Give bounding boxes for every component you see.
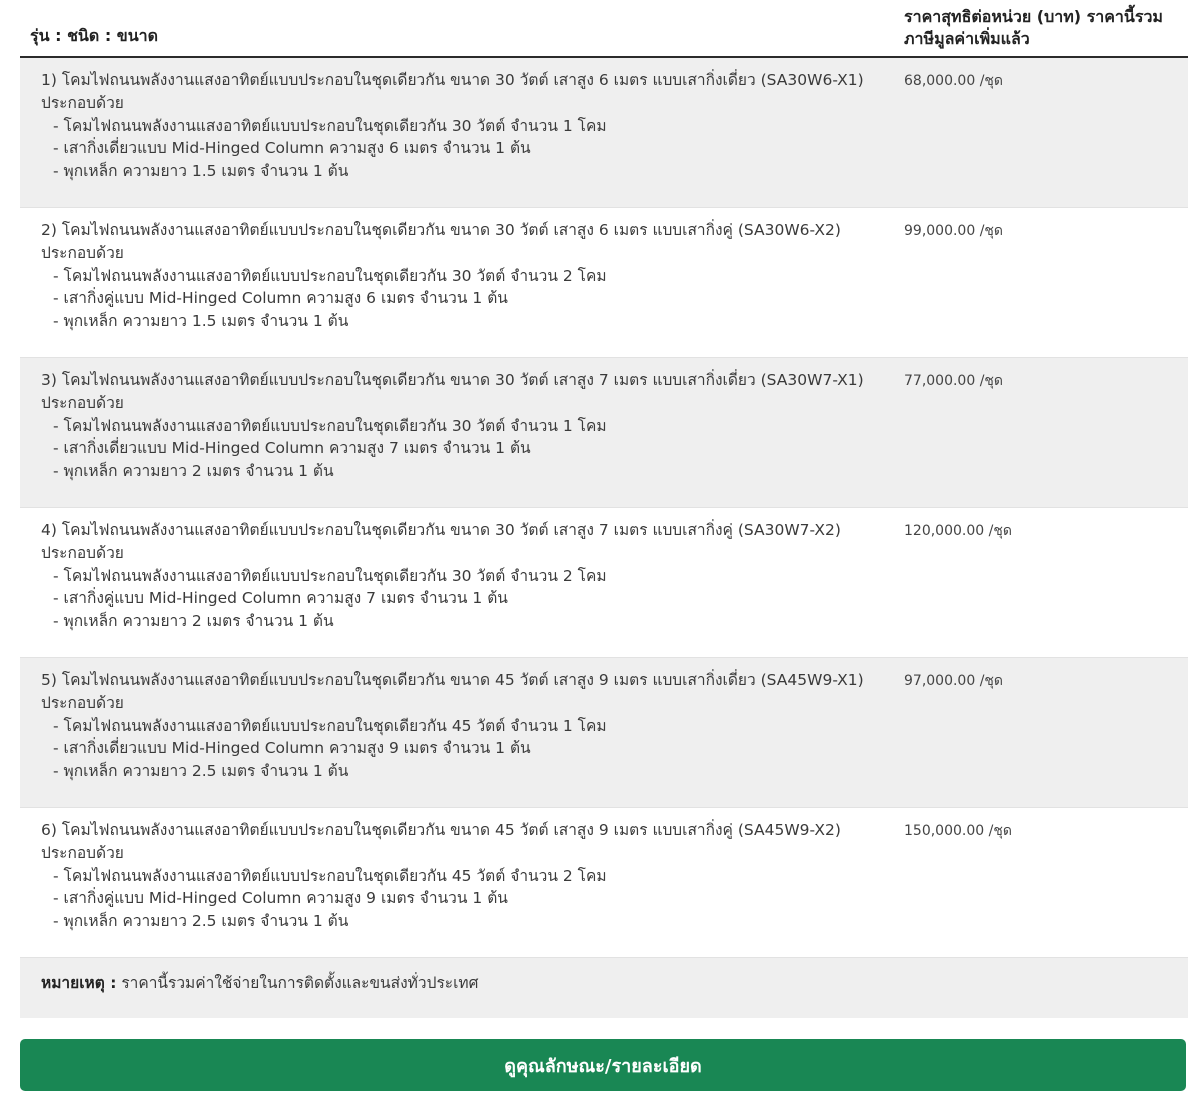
- table-row: [20, 358, 1188, 508]
- product-component: - โคมไฟถนนพลังงานแสงอาทิตย์แบบประกอบในชุดเดียวกัน 30 วัตต์ จำนวน 2 โคม: [53, 566, 607, 585]
- product-intro: ประกอบด้วย: [41, 243, 124, 262]
- product-component: - เสากิ่งเดี่ยวแบบ Mid-Hinged Column ความสูง 7 เมตร จำนวน 1 ต้น: [53, 439, 531, 458]
- product-intro: ประกอบด้วย: [41, 693, 124, 712]
- product-component: - พุกเหล็ก ความยาว 2 เมตร จำนวน 1 ต้น: [53, 612, 334, 631]
- price-column-header: ราคาสุทธิต่อหน่วย (บาท) ราคานี้รวมภาษีมูลค่าเพิ่มแล้ว: [904, 7, 1163, 48]
- product-component: - เสากิ่งคู่แบบ Mid-Hinged Column ความสูง 7 เมตร จำนวน 1 ต้น: [53, 589, 508, 608]
- table-row: [20, 58, 1188, 208]
- unit-price: 120,000.00 /ชุด: [904, 523, 1012, 539]
- product-component: - โคมไฟถนนพลังงานแสงอาทิตย์แบบประกอบในชุดเดียวกัน 45 วัตต์ จำนวน 2 โคม: [53, 866, 607, 885]
- product-intro: ประกอบด้วย: [41, 543, 124, 562]
- product-title: 2) โคมไฟถนนพลังงานแสงอาทิตย์แบบประกอบในชุดเดียวกัน ขนาด 30 วัตต์ เสาสูง 6 เมตร แบบเสากิ่งคู่ (SA30W6-X2): [41, 221, 841, 239]
- product-intro: ประกอบด้วย: [41, 843, 124, 862]
- product-component: - เสากิ่งคู่แบบ Mid-Hinged Column ความสูง 9 เมตร จำนวน 1 ต้น: [53, 889, 508, 908]
- view-details-button[interactable]: ดูคุณลักษณะ/รายละเอียด: [20, 1039, 1186, 1091]
- product-description: [41, 669, 901, 783]
- note-text: ราคานี้รวมค่าใช้จ่ายในการติดตั้งและขนส่งทั่วประเทศ: [116, 974, 479, 992]
- product-description: [41, 819, 901, 933]
- table-row: [20, 808, 1188, 958]
- product-title: 4) โคมไฟถนนพลังงานแสงอาทิตย์แบบประกอบในชุดเดียวกัน ขนาด 30 วัตต์ เสาสูง 7 เมตร แบบเสากิ่งคู่ (SA30W7-X2): [41, 521, 841, 539]
- note-label: หมายเหตุ :: [41, 974, 117, 992]
- product-component: - พุกเหล็ก ความยาว 2.5 เมตร จำนวน 1 ต้น: [53, 912, 349, 931]
- table-row: [20, 658, 1188, 808]
- product-component: - พุกเหล็ก ความยาว 2 เมตร จำนวน 1 ต้น: [53, 462, 334, 481]
- product-title: 3) โคมไฟถนนพลังงานแสงอาทิตย์แบบประกอบในชุดเดียวกัน ขนาด 30 วัตต์ เสาสูง 7 เมตร แบบเสากิ่งเดี่ยว (SA30W7-X1): [41, 371, 864, 389]
- price-table: [20, 0, 1188, 1077]
- product-component: - พุกเหล็ก ความยาว 1.5 เมตร จำนวน 1 ต้น: [53, 162, 349, 181]
- unit-price: 99,000.00 /ชุด: [904, 223, 1004, 239]
- product-title: 1) โคมไฟถนนพลังงานแสงอาทิตย์แบบประกอบในชุดเดียวกัน ขนาด 30 วัตต์ เสาสูง 6 เมตร แบบเสากิ่งเดี่ยว (SA30W6-X1): [41, 71, 864, 89]
- product-component: - เสากิ่งคู่แบบ Mid-Hinged Column ความสูง 6 เมตร จำนวน 1 ต้น: [53, 289, 508, 308]
- product-description: [41, 519, 901, 633]
- product-component: - โคมไฟถนนพลังงานแสงอาทิตย์แบบประกอบในชุดเดียวกัน 30 วัตต์ จำนวน 1 โคม: [53, 416, 607, 435]
- product-title: 5) โคมไฟถนนพลังงานแสงอาทิตย์แบบประกอบในชุดเดียวกัน ขนาด 45 วัตต์ เสาสูง 9 เมตร แบบเสากิ่งเดี่ยว (SA45W9-X1): [41, 671, 864, 689]
- unit-price: 77,000.00 /ชุด: [904, 373, 1004, 389]
- note: [41, 970, 478, 995]
- product-component: - เสากิ่งเดี่ยวแบบ Mid-Hinged Column ความสูง 9 เมตร จำนวน 1 ต้น: [53, 739, 531, 758]
- table-row: [20, 508, 1188, 658]
- product-intro: ประกอบด้วย: [41, 93, 124, 112]
- unit-price: 68,000.00 /ชุด: [904, 73, 1004, 89]
- product-component: - พุกเหล็ก ความยาว 2.5 เมตร จำนวน 1 ต้น: [53, 762, 349, 781]
- product-description: [41, 69, 901, 183]
- table-header: [20, 0, 1188, 58]
- product-description: [41, 219, 901, 333]
- product-intro: ประกอบด้วย: [41, 393, 124, 412]
- product-component: - โคมไฟถนนพลังงานแสงอาทิตย์แบบประกอบในชุดเดียวกัน 30 วัตต์ จำนวน 2 โคม: [53, 266, 607, 285]
- product-component: - โคมไฟถนนพลังงานแสงอาทิตย์แบบประกอบในชุดเดียวกัน 45 วัตต์ จำนวน 1 โคม: [53, 716, 607, 735]
- product-component: - พุกเหล็ก ความยาว 1.5 เมตร จำนวน 1 ต้น: [53, 312, 349, 331]
- unit-price: 150,000.00 /ชุด: [904, 823, 1012, 839]
- product-title: 6) โคมไฟถนนพลังงานแสงอาทิตย์แบบประกอบในชุดเดียวกัน ขนาด 45 วัตต์ เสาสูง 9 เมตร แบบเสากิ่งคู่ (SA45W9-X2): [41, 821, 841, 839]
- model-column-header: รุ่น : ชนิด : ขนาด: [30, 26, 159, 45]
- table-row: [20, 208, 1188, 358]
- note-row: [20, 958, 1188, 1018]
- unit-price: 97,000.00 /ชุด: [904, 673, 1004, 689]
- product-component: - เสากิ่งเดี่ยวแบบ Mid-Hinged Column ความสูง 6 เมตร จำนวน 1 ต้น: [53, 139, 531, 158]
- product-component: - โคมไฟถนนพลังงานแสงอาทิตย์แบบประกอบในชุดเดียวกัน 30 วัตต์ จำนวน 1 โคม: [53, 116, 607, 135]
- product-description: [41, 369, 901, 483]
